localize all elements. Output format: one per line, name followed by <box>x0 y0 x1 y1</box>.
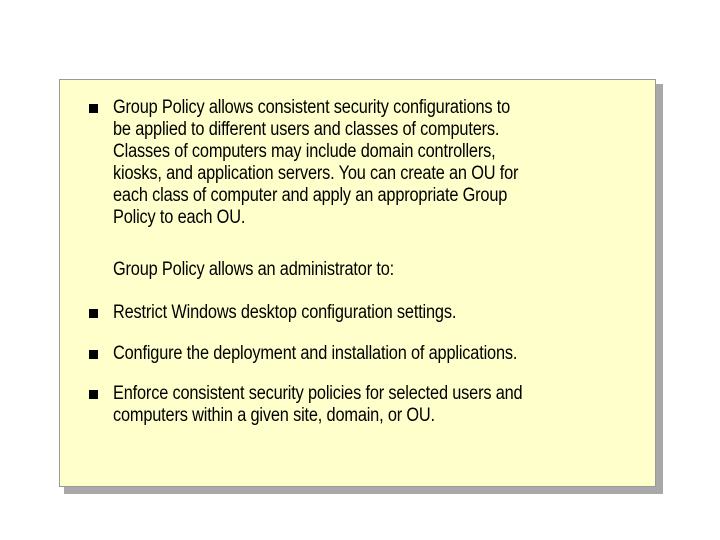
bullet-item-enforce-policies: Enforce consistent security policies for selected users and computers within a given site, domain, or OU. <box>113 383 523 426</box>
lead-in-text: Group Policy allows an administrator to: <box>113 259 395 280</box>
square-bullet-icon <box>89 390 98 399</box>
square-bullet-icon <box>89 104 98 113</box>
square-bullet-icon <box>89 309 98 318</box>
bullet-item-restrict-desktop: Restrict Windows desktop configuration settings. <box>113 302 457 323</box>
bullet-item-configure-deployment: Configure the deployment and installation of applications. <box>113 343 518 364</box>
intro-bullet-text: Group Policy allows consistent security configurations to be applied to different users and classes of computers. Classes of computers may include domain controllers, kiosks, and application servers. You can create an OU for each class of computer and apply an appropriate Group Policy to each OU. <box>113 97 519 228</box>
square-bullet-icon <box>89 350 98 359</box>
